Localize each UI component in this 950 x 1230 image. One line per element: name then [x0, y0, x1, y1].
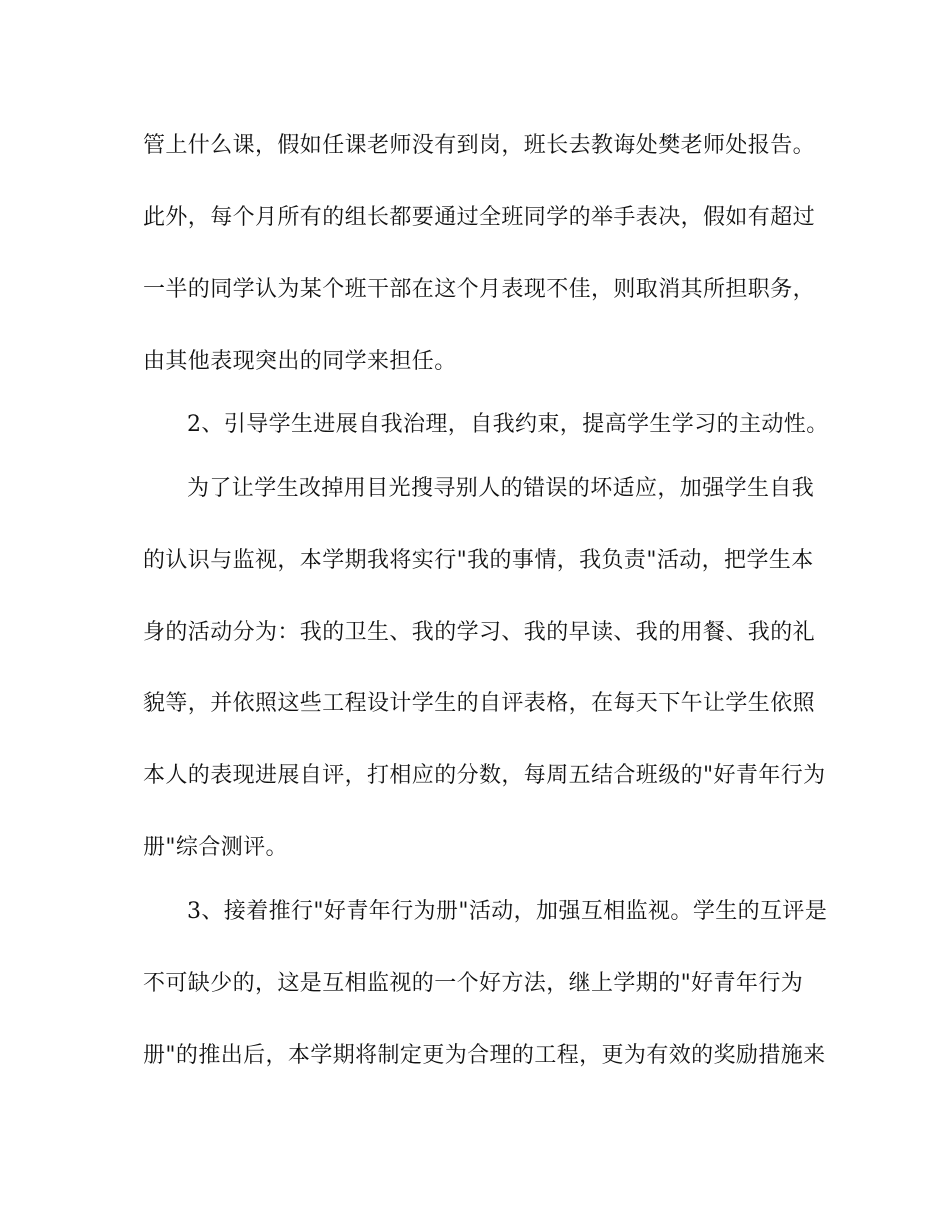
text-line-2: 此外，每个月所有的组长都要通过全班同学的举手表决，假如有超过: [143, 205, 816, 230]
text-line-9: 貌等，并依照这些工程设计学生的自评表格，在每天下午让学生依照: [143, 691, 816, 716]
section-heading-2: 2、引导学生进展自我治理，自我约束，提高学生学习的主动性。: [187, 412, 829, 437]
text-line-4: 由其他表现突出的同学来担任。: [143, 349, 457, 374]
text-line-6: 为了让学生改掉用目光搜寻别人的错误的坏适应，加强学生自我: [187, 476, 815, 501]
text-line-7: 的认识与监视，本学期我将实行"我的事情，我负责"活动，把学生本: [143, 548, 814, 573]
text-line-10: 本人的表现进展自评，打相应的分数，每周五结合班级的"好青年行为: [143, 763, 826, 788]
text-line-3: 一半的同学认为某个班干部在这个月表现不佳，则取消其所担职务，: [143, 277, 816, 302]
text-line-13: 不可缺少的，这是互相监视的一个好方法，继上学期的"好青年行为: [143, 971, 804, 996]
text-line-14: 册"的推出后，本学期将制定更为合理的工程，更为有效的奖励措施来: [143, 1043, 826, 1068]
text-line-11: 册"综合测评。: [143, 835, 288, 860]
section-heading-3: 3、接着推行"好青年行为册"活动，加强互相监视。学生的互评是: [187, 899, 828, 924]
text-line-8: 身的活动分为：我的卫生、我的学习、我的早读、我的用餐、我的礼: [143, 620, 816, 645]
text-line-1: 管上什么课，假如任课老师没有到岗，班长去教诲处樊老师处报告。: [143, 133, 816, 158]
